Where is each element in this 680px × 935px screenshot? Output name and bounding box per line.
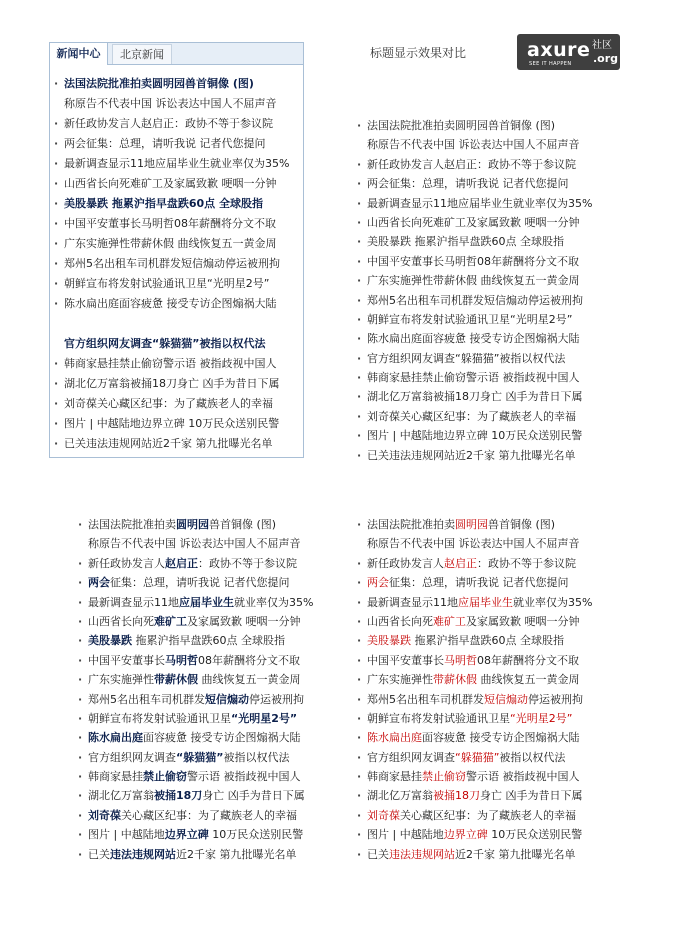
- headline-link[interactable]: [78, 845, 378, 864]
- bullet-icon: ·: [54, 377, 59, 390]
- headline-text: 新任政协发言人赵启正：政协不等于参议院: [64, 117, 273, 130]
- headline-link[interactable]: [357, 368, 657, 387]
- headline-text: 刘奇葆关心藏区纪事：为了藏族老人的幸福: [367, 409, 576, 423]
- bullet-icon: ·: [357, 576, 362, 590]
- bullet-icon: ·: [78, 847, 83, 861]
- headline-text: 就业率仅为35%: [234, 595, 314, 609]
- headline-text: 身亡 凶手为昔日下属: [480, 789, 583, 803]
- headline-link[interactable]: [54, 114, 354, 134]
- headline-text: 刘奇葆: [367, 808, 400, 822]
- headline-text: 边界立碑: [443, 828, 488, 842]
- headline-text: “光明星2号”: [510, 711, 573, 725]
- headline-link[interactable]: [357, 232, 657, 251]
- headline-text: 称原告不代表中国 诉讼表达中国人不屈声音: [367, 138, 580, 152]
- headline-text: 中国平安董事长马明哲08年薪酬将分文不取: [367, 254, 579, 268]
- headline-link[interactable]: [357, 593, 657, 612]
- logo-word: axure: [527, 39, 591, 61]
- bold-keyword-headline-list: [78, 515, 378, 864]
- bullet-icon: ·: [357, 351, 362, 365]
- headline-link[interactable]: [54, 394, 354, 414]
- headline-link[interactable]: [357, 446, 657, 465]
- headline-text: 赵启正: [444, 556, 477, 570]
- bullet-icon: ·: [78, 692, 83, 706]
- headline-text: 朝鲜宣布将发射试验通讯卫星“光明星2号”: [64, 277, 270, 290]
- bullet-icon: ·: [357, 556, 362, 570]
- headline-text: 法国法院批准拍卖圆明园兽首铜像 (图): [64, 77, 254, 90]
- headline-text: 湖北亿万富翁: [88, 789, 154, 803]
- headline-text: 面容疲惫 接受专访企图煽祸大陆: [143, 731, 301, 745]
- bullet-icon: ·: [357, 634, 362, 648]
- headline-text: 及家属致歉 哽咽一分钟: [187, 614, 301, 628]
- headline-link[interactable]: [54, 154, 354, 174]
- bullet-icon: ·: [357, 293, 362, 307]
- bullet-icon: ·: [357, 653, 362, 667]
- headline-text: 广东实施弹性: [367, 673, 433, 687]
- headline-text: 警示语 被指歧视中国人: [466, 770, 580, 784]
- bullet-icon: ·: [78, 731, 83, 745]
- headline-text: 10万民众送别民警: [208, 828, 304, 842]
- bullet-icon: ·: [357, 770, 362, 784]
- headline-link[interactable]: [78, 767, 378, 786]
- headline-text: 曲线恢复五一黄金周: [198, 673, 301, 687]
- headline-text: ：政协不等于参议院: [477, 556, 576, 570]
- headline-text: 身亡 凶手为昔日下属: [202, 789, 305, 803]
- headline-link[interactable]: [357, 271, 657, 290]
- headline-link[interactable]: [54, 294, 354, 314]
- headline-text: 图片 | 中越陆地: [367, 828, 444, 842]
- headline-text: 称原告不代表中国 诉讼表达中国人不屈声音: [88, 537, 301, 551]
- headline-link[interactable]: [357, 155, 657, 174]
- headline-link[interactable]: [357, 407, 657, 426]
- headline-text: 短信煽动: [205, 692, 249, 706]
- headline-text: 新任政协发言人赵启正：政协不等于参议院: [367, 157, 576, 171]
- headline-text: 湖北亿万富翁: [367, 789, 433, 803]
- headline-link[interactable]: [54, 74, 354, 94]
- headline-text: 已关违法违规网站近2千家 第九批曝光名单: [367, 448, 576, 462]
- bullet-icon: ·: [78, 556, 83, 570]
- headline-text: 官方组织网友调查“躲猫猫”被指以权代法: [64, 337, 266, 350]
- bullet-icon: ·: [54, 357, 59, 370]
- bullet-icon: ·: [54, 197, 59, 210]
- headline-text: 美股暴跌 拖累沪指早盘跌60点 全球股指: [367, 235, 564, 249]
- bullet-icon: ·: [357, 692, 362, 706]
- headline-link[interactable]: [78, 651, 378, 670]
- headline-link[interactable]: [78, 748, 378, 767]
- headline-link[interactable]: [54, 374, 354, 394]
- headline-text: 应届毕业生: [458, 595, 513, 609]
- headline-text: 朝鲜宣布将发射试验通讯卫星: [367, 711, 510, 725]
- headline-text: 美股暴跌 拖累沪指早盘跌60点 全球股指: [64, 197, 263, 210]
- headline-link[interactable]: [357, 116, 657, 135]
- headline-link[interactable]: [78, 612, 378, 631]
- bullet-icon: ·: [357, 711, 362, 725]
- bullet-icon: ·: [54, 297, 59, 310]
- headline-text: 警示语 被指歧视中国人: [187, 770, 301, 784]
- headline-text: 新任政协发言人: [367, 556, 444, 570]
- bullet-icon: ·: [357, 254, 362, 268]
- headline-link[interactable]: [357, 806, 657, 825]
- headline-text: 陈水扁出庭: [88, 731, 143, 745]
- headline-text: 08年薪酬将分文不取: [477, 653, 579, 667]
- headline-text: 中国平安董事长马明哲08年薪酬将分文不取: [64, 217, 276, 230]
- headline-link[interactable]: [357, 515, 657, 534]
- headline-text: “躲猫猫”: [455, 750, 500, 764]
- headline-text: 近2千家 第九批曝光名单: [455, 847, 576, 861]
- bullet-icon: ·: [357, 448, 362, 462]
- bullet-icon: ·: [357, 429, 362, 443]
- headline-link[interactable]: [78, 631, 378, 650]
- bullet-icon: ·: [357, 828, 362, 842]
- headline-text: 08年薪酬将分文不取: [198, 653, 300, 667]
- news-panel: [49, 42, 304, 458]
- headline-text: 圆明园: [455, 518, 488, 531]
- headline-text: 带薪休假: [433, 673, 477, 687]
- headline-link[interactable]: [357, 387, 657, 406]
- headline-link[interactable]: [357, 329, 657, 348]
- headline-text: 已关违法违规网站近2千家 第九批曝光名单: [64, 437, 273, 450]
- bullet-icon: ·: [357, 614, 362, 628]
- headline-link[interactable]: [78, 806, 378, 825]
- headline-text: 停运被刑拘: [249, 692, 304, 706]
- headline-text: 刘奇葆关心藏区纪事：为了藏族老人的幸福: [64, 397, 273, 410]
- bullet-icon: ·: [357, 235, 362, 249]
- headline-link[interactable]: [54, 194, 354, 214]
- headline-text: 法国法院批准拍卖圆明园兽首铜像 (图): [367, 119, 556, 132]
- bullet-icon: ·: [54, 397, 59, 410]
- headline-link[interactable]: [78, 573, 378, 592]
- logo-cn: 社区: [592, 40, 612, 51]
- headline-link[interactable]: [357, 690, 657, 709]
- headline-text: 马明哲: [165, 653, 198, 667]
- headline-text: 违法违规网站: [110, 847, 176, 861]
- bullet-icon: ·: [357, 119, 362, 132]
- headline-link[interactable]: [357, 135, 657, 154]
- headline-text: 被捅18刀: [154, 789, 203, 803]
- bullet-icon: ·: [54, 237, 59, 250]
- bullet-icon: ·: [357, 750, 362, 764]
- headline-text: 法国法院批准拍卖: [367, 518, 455, 531]
- headline-link[interactable]: [357, 213, 657, 232]
- headline-link[interactable]: [357, 426, 657, 445]
- headline-text: 称原告不代表中国 诉讼表达中国人不屈声音: [367, 537, 580, 551]
- headline-text: “躲猫猫”: [176, 750, 224, 764]
- bullet-icon: ·: [54, 437, 59, 450]
- page-title: 标题显示效果对比: [370, 46, 467, 60]
- headline-link[interactable]: [78, 690, 378, 709]
- tab-beijing-news[interactable]: 北京新闻: [112, 44, 172, 64]
- bullet-icon: ·: [78, 673, 83, 687]
- headline-text: 短信煽动: [484, 692, 528, 706]
- headline-text: 两会征集：总理，请听我说 记者代您提问: [64, 137, 266, 150]
- headline-link[interactable]: [357, 670, 657, 689]
- headline-text: 最新调查显示11地: [88, 595, 179, 609]
- headline-link[interactable]: [54, 134, 354, 154]
- headline-link[interactable]: [78, 709, 378, 728]
- bullet-icon: ·: [78, 808, 83, 822]
- headline-text: 征集：总理，请听我说 记者代您提问: [110, 576, 290, 590]
- headline-link[interactable]: [357, 534, 657, 553]
- bullet-icon: ·: [54, 117, 59, 130]
- headline-text: 广东实施弹性带薪休假 曲线恢复五一黄金周: [64, 237, 277, 250]
- headline-link[interactable]: [78, 515, 378, 534]
- headline-text: 带薪休假: [154, 673, 198, 687]
- bullet-icon: ·: [357, 808, 362, 822]
- headline-text: 广东实施弹性带薪休假 曲线恢复五一黄金周: [367, 274, 580, 288]
- bullet-icon: ·: [78, 770, 83, 784]
- headline-text: 山西省长向死难矿工及家属致歉 哽咽一分钟: [64, 177, 277, 190]
- headline-text: 禁止偷窃: [143, 770, 187, 784]
- headline-text: 法国法院批准拍卖: [88, 518, 176, 531]
- headline-link[interactable]: [78, 534, 378, 553]
- headline-text: “光明星2号”: [231, 711, 298, 725]
- headline-link[interactable]: [54, 94, 354, 114]
- bullet-icon: ·: [357, 332, 362, 346]
- headline-link[interactable]: [357, 554, 657, 573]
- headline-text: 最新调查显示11地应届毕业生就业率仅为35%: [367, 196, 593, 210]
- headline-link[interactable]: [357, 252, 657, 271]
- headline-text: 韩商家悬挂: [367, 770, 422, 784]
- news-tabs: [50, 43, 303, 65]
- headline-text: 美股暴跌: [88, 634, 132, 648]
- headline-text: 被指以权代法: [223, 750, 290, 764]
- headline-text: 韩商家悬挂: [88, 770, 143, 784]
- bullet-icon: ·: [357, 177, 362, 191]
- headline-link[interactable]: [357, 194, 657, 213]
- headline-text: 郑州5名出租车司机群发短信煽动停运被刑拘: [367, 293, 583, 307]
- headline-text: 湖北亿万富翁被捅18刀身亡 凶手为昔日下属: [367, 390, 583, 404]
- headline-text: 就业率仅为35%: [513, 595, 593, 609]
- headline-text: 停运被刑拘: [528, 692, 583, 706]
- headline-text: 官方组织网友调查“躲猫猫”被指以权代法: [367, 351, 566, 365]
- headline-text: 中国平安董事长: [367, 653, 444, 667]
- headline-link[interactable]: [357, 786, 657, 805]
- bullet-icon: ·: [357, 196, 362, 210]
- headline-text: 最新调查显示11地应届毕业生就业率仅为35%: [64, 157, 290, 170]
- headline-link[interactable]: [54, 274, 354, 294]
- red-keyword-headline-list: [357, 515, 657, 864]
- bullet-icon: ·: [357, 595, 362, 609]
- logo-domain: .org: [593, 52, 619, 65]
- headline-text: 关心藏区纪事：为了藏族老人的幸福: [400, 808, 576, 822]
- headline-text: 朝鲜宣布将发射试验通讯卫星: [88, 711, 231, 725]
- bullet-icon: ·: [357, 789, 362, 803]
- bullet-icon: ·: [357, 731, 362, 745]
- headline-text: 山西省长向死难矿工及家属致歉 哽咽一分钟: [367, 215, 580, 229]
- headline-link[interactable]: [54, 254, 354, 274]
- headline-text: 中国平安董事长: [88, 653, 165, 667]
- headline-link[interactable]: [78, 786, 378, 805]
- headline-text: ：政协不等于参议院: [198, 556, 297, 570]
- bullet-icon: ·: [357, 409, 362, 423]
- logo-tagline: SEE IT HAPPEN: [529, 61, 572, 67]
- headline-link[interactable]: [54, 234, 354, 254]
- headline-link[interactable]: [357, 291, 657, 310]
- headline-link[interactable]: [357, 709, 657, 728]
- headline-link[interactable]: [54, 354, 354, 374]
- headline-text: 山西省长向死: [367, 614, 433, 628]
- headline-text: 10万民众送别民警: [487, 828, 583, 842]
- bullet-icon: ·: [54, 177, 59, 190]
- headline-text: 郑州5名出租车司机群发: [88, 692, 205, 706]
- headline-text: 及家属致歉 哽咽一分钟: [466, 614, 580, 628]
- headline-text: 图片 | 中越陆地边界立碑 10万民众送别民警: [64, 417, 280, 430]
- headline-text: 新任政协发言人: [88, 556, 165, 570]
- bullet-icon: ·: [54, 137, 59, 150]
- headline-text: 韩商家悬挂禁止偷窃警示语 被指歧视中国人: [367, 371, 580, 385]
- headline-text: 朝鲜宣布将发射试验通讯卫星“光明星2号”: [367, 312, 573, 326]
- bullet-icon: ·: [357, 518, 362, 531]
- headline-text: 被捅18刀: [433, 789, 480, 803]
- headline-text: 面容疲惫 接受专访企图煽祸大陆: [422, 731, 580, 745]
- headline-text: 兽首铜像 (图): [209, 518, 277, 531]
- headline-text: 马明哲: [444, 653, 477, 667]
- headline-text: 刘奇葆: [88, 808, 121, 822]
- headline-link[interactable]: [357, 748, 657, 767]
- headline-link[interactable]: [78, 554, 378, 573]
- headline-link[interactable]: [54, 174, 354, 194]
- headline-text: 征集：总理，请听我说 记者代您提问: [389, 576, 569, 590]
- headline-link[interactable]: [54, 414, 354, 434]
- headline-text: 圆明园: [176, 518, 209, 531]
- bullet-icon: ·: [54, 257, 59, 270]
- headline-text: 拖累沪指早盘跌60点 全球股指: [411, 634, 564, 648]
- bullet-icon: ·: [357, 673, 362, 687]
- headline-text: 图片 | 中越陆地边界立碑 10万民众送别民警: [367, 429, 583, 443]
- headline-link[interactable]: [357, 825, 657, 844]
- bullet-icon: ·: [357, 157, 362, 171]
- headline-text: 两会: [88, 576, 110, 590]
- headline-link[interactable]: [357, 349, 657, 368]
- bullet-icon: ·: [78, 595, 83, 609]
- bullet-icon: ·: [357, 390, 362, 404]
- bullet-icon: ·: [54, 277, 59, 290]
- headline-text: 两会: [367, 576, 389, 590]
- headline-text: 韩商家悬挂禁止偷窃警示语 被指歧视中国人: [64, 357, 277, 370]
- bullet-icon: ·: [78, 750, 83, 764]
- headline-text: 郑州5名出租车司机群发: [367, 692, 484, 706]
- headline-link[interactable]: [78, 670, 378, 689]
- headline-link[interactable]: [357, 631, 657, 650]
- headline-text: 广东实施弹性: [88, 673, 154, 687]
- headline-text: 美股暴跌: [367, 634, 411, 648]
- headline-text: 湖北亿万富翁被捅18刀身亡 凶手为昔日下属: [64, 377, 280, 390]
- bullet-icon: ·: [357, 215, 362, 229]
- headline-text: 应届毕业生: [179, 595, 234, 609]
- headline-link[interactable]: [357, 612, 657, 631]
- headline-link[interactable]: [54, 214, 354, 234]
- bullet-icon: ·: [357, 371, 362, 385]
- headline-text: 已关: [88, 847, 110, 861]
- bullet-icon: ·: [78, 653, 83, 667]
- bullet-icon: ·: [54, 417, 59, 430]
- headline-text: 官方组织网友调查: [88, 750, 176, 764]
- bullet-icon: ·: [78, 576, 83, 590]
- headline-text: 陈水扁出庭面容疲惫 接受专访企图煽祸大陆: [367, 332, 580, 346]
- headline-link[interactable]: [78, 825, 378, 844]
- headline-text: 已关: [367, 847, 389, 861]
- bullet-icon: ·: [54, 77, 59, 90]
- headline-link[interactable]: [357, 174, 657, 193]
- bullet-icon: ·: [357, 847, 362, 861]
- headline-text: 近2千家 第九批曝光名单: [176, 847, 297, 861]
- headline-text: 拖累沪指早盘跌60点 全球股指: [132, 634, 285, 648]
- bullet-icon: ·: [54, 157, 59, 170]
- headline-link[interactable]: [54, 334, 354, 354]
- axure-logo[interactable]: [517, 34, 620, 70]
- headline-text: 违法违规网站: [389, 847, 455, 861]
- headline-text: 称原告不代表中国 诉讼表达中国人不屈声音: [64, 97, 277, 110]
- bullet-icon: ·: [78, 634, 83, 648]
- headline-link[interactable]: [78, 728, 378, 747]
- bullet-icon: ·: [78, 518, 83, 531]
- headline-text: 陈水扁出庭面容疲惫 接受专访企图煽祸大陆: [64, 297, 277, 310]
- headline-link[interactable]: [357, 767, 657, 786]
- bullet-icon: ·: [78, 614, 83, 628]
- bullet-icon: ·: [357, 312, 362, 326]
- headline-link[interactable]: [357, 651, 657, 670]
- headline-text: 赵启正: [165, 556, 198, 570]
- headline-text: 官方组织网友调查: [367, 750, 455, 764]
- headline-text: 两会征集：总理，请听我说 记者代您提问: [367, 177, 569, 191]
- headline-text: 难矿工: [154, 614, 187, 628]
- headline-link[interactable]: [357, 573, 657, 592]
- headline-text: 兽首铜像 (图): [488, 518, 556, 531]
- headline-text: 陈水扁出庭: [367, 731, 422, 745]
- headline-text: 关心藏区纪事：为了藏族老人的幸福: [121, 808, 297, 822]
- headline-text: 曲线恢复五一黄金周: [477, 673, 580, 687]
- headline-text: 被指以权代法: [499, 750, 566, 764]
- bullet-icon: ·: [357, 274, 362, 288]
- headline-text: 山西省长向死: [88, 614, 154, 628]
- headline-list: [54, 74, 354, 454]
- headline-text: 图片 | 中越陆地: [88, 828, 165, 842]
- headline-text: 禁止偷窃: [422, 770, 466, 784]
- bullet-icon: ·: [78, 789, 83, 803]
- headline-link[interactable]: [357, 728, 657, 747]
- bullet-icon: ·: [54, 217, 59, 230]
- bullet-icon: ·: [78, 711, 83, 725]
- headline-text: 郑州5名出租车司机群发短信煽动停运被刑拘: [64, 257, 280, 270]
- tab-news-center[interactable]: 新闻中心: [50, 43, 108, 65]
- headline-text: 边界立碑: [164, 828, 209, 842]
- headline-link[interactable]: [78, 593, 378, 612]
- headline-link[interactable]: [54, 434, 354, 454]
- plain-headline-list: [357, 116, 657, 465]
- bullet-icon: ·: [78, 828, 83, 842]
- headline-link[interactable]: [357, 310, 657, 329]
- list-spacer: [54, 314, 354, 334]
- headline-text: 难矿工: [433, 614, 466, 628]
- headline-text: 最新调查显示11地: [367, 595, 458, 609]
- headline-link[interactable]: [357, 845, 657, 864]
